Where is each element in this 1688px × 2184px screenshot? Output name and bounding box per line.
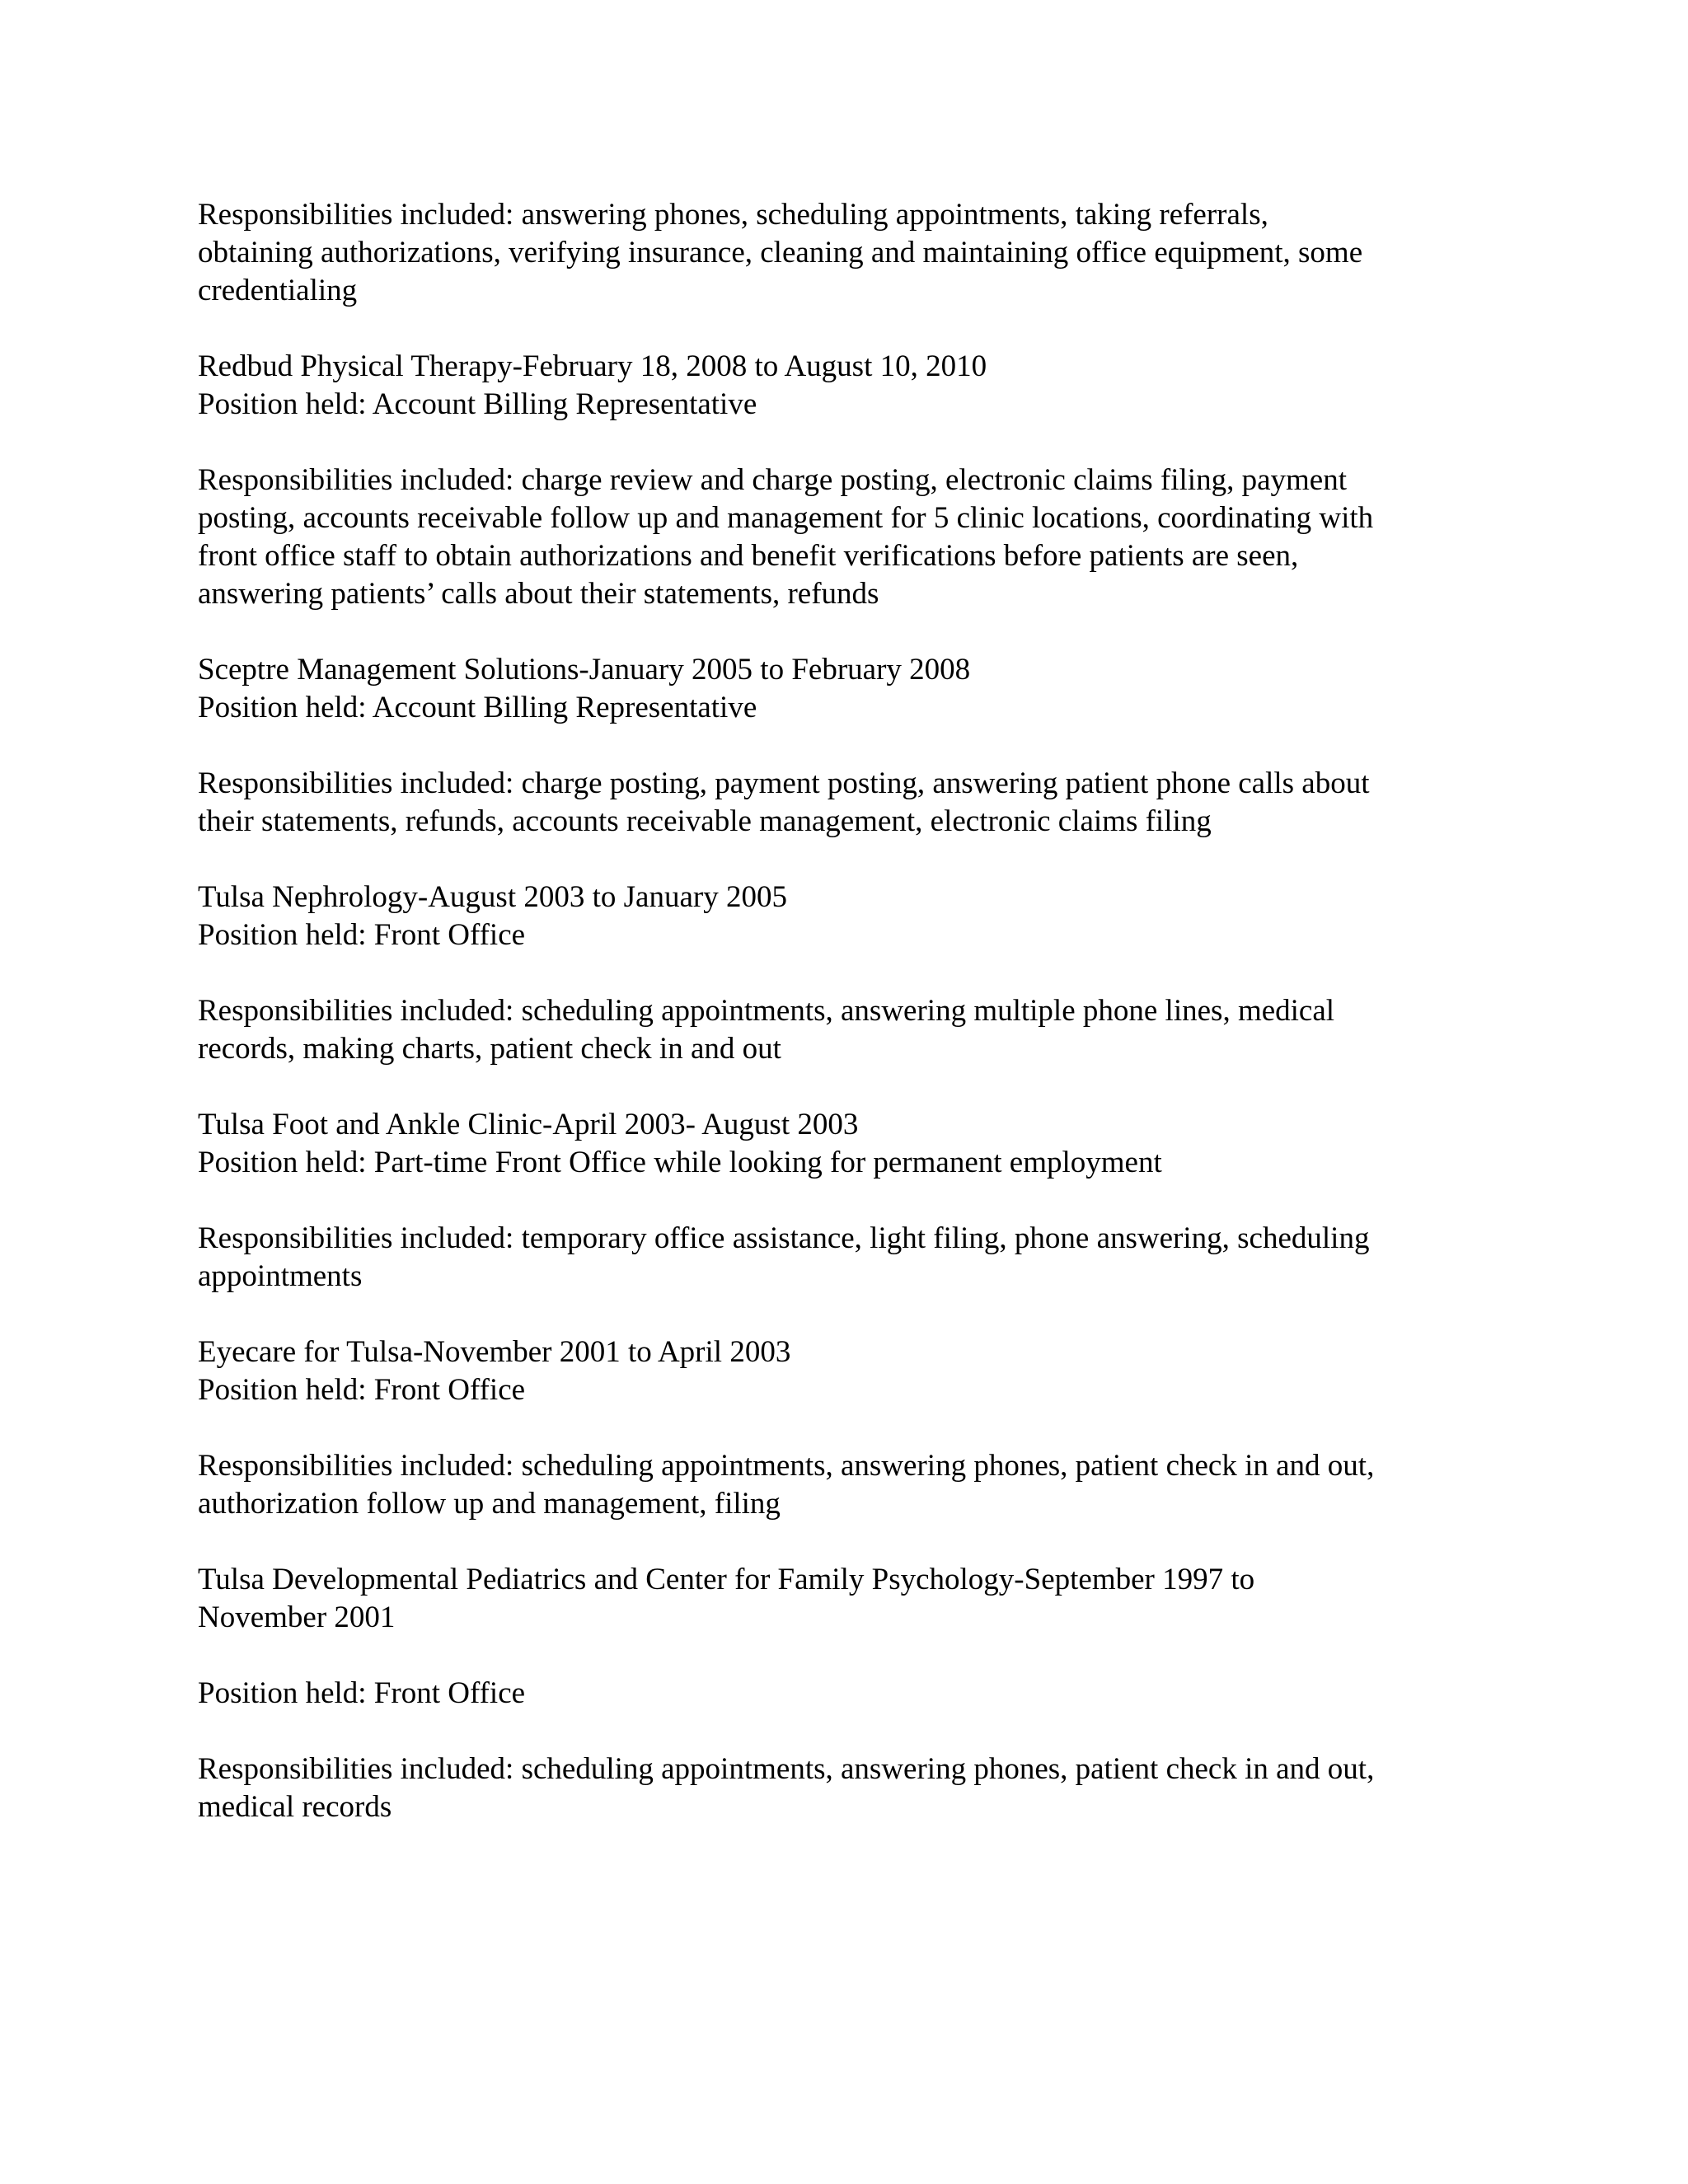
text-line: Position held: Front Office: [198, 918, 526, 952]
text-line: Position held: Front Office: [198, 1373, 526, 1407]
document-paragraph: [198, 765, 1484, 841]
text-line: Position held: Front Office: [198, 1676, 526, 1710]
text-line: Tulsa Foot and Ankle Clinic-April 2003- August 2003: [198, 1108, 859, 1141]
text-line: Tulsa Developmental Pediatrics and Center for Family Psychology-September 1997 to: [198, 1563, 1255, 1596]
document-paragraph: [198, 1675, 1484, 1713]
text-line: Responsibilities included: scheduling appointments, answering multiple phone lines, medical: [198, 994, 1335, 1028]
text-line: Responsibilities included: charge posting, payment posting, answering patient phone calls about: [198, 766, 1370, 800]
text-line: records, making charts, patient check in and out: [198, 1032, 781, 1066]
text-line: Responsibilities included: scheduling appointments, answering phones, patient check in and out,: [198, 1449, 1375, 1483]
document-paragraph: [198, 1750, 1484, 1826]
document-paragraph: [198, 992, 1484, 1068]
text-line: Responsibilities included: answering phones, scheduling appointments, taking referrals,: [198, 198, 1268, 232]
text-line: medical records: [198, 1790, 392, 1824]
text-line: Position held: Account Billing Representative: [198, 387, 757, 421]
document-paragraph: [198, 348, 1484, 424]
text-line: Redbud Physical Therapy-February 18, 2008 to August 10, 2010: [198, 349, 987, 383]
text-line: Responsibilities included: scheduling appointments, answering phones, patient check in and out,: [198, 1752, 1375, 1786]
document-paragraph: [198, 1106, 1484, 1182]
text-line: authorization follow up and management, filing: [198, 1487, 781, 1521]
text-line: front office staff to obtain authorizations and benefit verifications before patients are seen,: [198, 539, 1299, 573]
text-line: their statements, refunds, accounts receivable management, electronic claims filing: [198, 804, 1212, 838]
document-body: [198, 196, 1484, 1864]
document-paragraph: [198, 651, 1484, 727]
document-paragraph: [198, 1333, 1484, 1409]
text-line: Responsibilities included: charge review and charge posting, electronic claims filing, payment: [198, 463, 1347, 497]
text-line: Position held: Part-time Front Office while looking for permanent employment: [198, 1146, 1162, 1179]
text-line: posting, accounts receivable follow up and management for 5 clinic locations, coordinating with: [198, 501, 1374, 535]
document-paragraph: [198, 1447, 1484, 1523]
text-line: Responsibilities included: temporary office assistance, light filing, phone answering, scheduling: [198, 1221, 1370, 1255]
text-line: Position held: Account Billing Representative: [198, 691, 757, 724]
text-line: appointments: [198, 1259, 363, 1293]
text-line: credentialing: [198, 274, 358, 307]
text-line: Eyecare for Tulsa-November 2001 to April 2003: [198, 1335, 791, 1369]
document-paragraph: [198, 1561, 1484, 1637]
text-line: Tulsa Nephrology-August 2003 to January 2005: [198, 880, 787, 914]
text-line: obtaining authorizations, verifying insurance, cleaning and maintaining office equipment, some: [198, 236, 1363, 269]
text-line: November 2001: [198, 1601, 396, 1634]
document-paragraph: [198, 462, 1484, 613]
text-line: answering patients’ calls about their statements, refunds: [198, 577, 879, 611]
document-paragraph: [198, 879, 1484, 954]
document-paragraph: [198, 196, 1484, 310]
document-paragraph: [198, 1220, 1484, 1296]
text-line: Sceptre Management Solutions-January 2005 to February 2008: [198, 653, 971, 687]
